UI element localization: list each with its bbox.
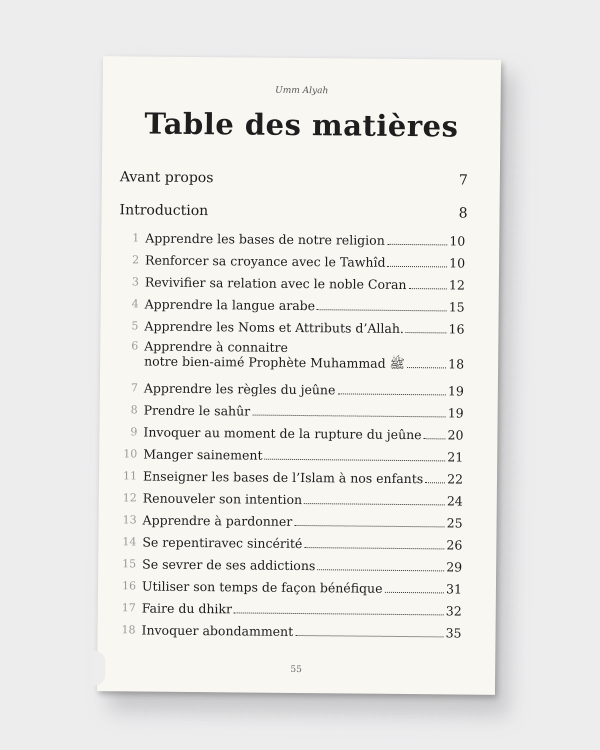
toc-item-number: 16 <box>121 579 137 593</box>
toc-item <box>118 380 464 398</box>
toc-item-label: Utiliser son temps de façon bénéfique <box>141 578 383 596</box>
toc-item <box>117 490 463 508</box>
toc-item-number: 3 <box>131 275 139 289</box>
leader-dots <box>387 266 447 268</box>
leader-dots <box>408 288 446 289</box>
toc-entry-introduction <box>120 203 468 221</box>
toc-item <box>117 468 463 486</box>
toc-item-label: Se repentiravec sincérité <box>142 534 303 552</box>
toc-item-number: 8 <box>130 403 138 417</box>
leader-dots <box>234 612 444 615</box>
toc-item-label: Faire du dhikr <box>141 600 233 617</box>
toc-item-number: 12 <box>122 491 137 505</box>
leader-dots <box>304 503 445 505</box>
toc-item-number: 11 <box>122 469 138 483</box>
toc-item <box>116 578 462 596</box>
toc-item-page: 10 <box>449 255 466 271</box>
toc-item-page: 31 <box>445 581 463 597</box>
toc-item-number: 5 <box>131 319 139 333</box>
toc-item-number: 10 <box>123 447 138 461</box>
toc-item-label: Renforcer sa croyance avec le Tawhîd <box>145 252 386 270</box>
toc-entry-avant-propos <box>120 170 468 188</box>
toc-item-page: 10 <box>449 233 466 249</box>
toc-item-page: 16 <box>448 321 465 337</box>
toc-entry-label: Avant propos <box>119 169 214 187</box>
toc-item-page: 29 <box>446 559 463 575</box>
toc-item-label: Se sevrer de ses addictions <box>142 556 316 574</box>
toc-item-page: 12 <box>448 277 465 293</box>
toc-item <box>116 534 462 552</box>
running-header: Umm Alyah <box>275 85 329 97</box>
toc-item-label-line2: notre bien-aimé Prophète Muhammad ﷺ <box>144 353 405 372</box>
page-title: Table des matières <box>144 106 459 144</box>
toc-item-page: 21 <box>447 449 464 465</box>
leader-dots <box>387 244 448 246</box>
leader-dots <box>337 393 446 395</box>
leader-dots <box>252 415 446 418</box>
toc-item-label: Manger sainement <box>143 446 263 463</box>
toc-item-label: Apprendre à connaitre <box>144 338 289 355</box>
toc-item-label: Apprendre les règles du jeûne <box>143 380 336 398</box>
leader-dots <box>294 525 444 527</box>
toc-item <box>119 230 465 248</box>
toc-item <box>119 274 465 292</box>
toc-item-page: 19 <box>447 405 464 421</box>
toc-item-label: Invoquer au moment de la rupture du jeûne <box>143 424 422 443</box>
toc-item-label: Apprendre à pardonner <box>142 512 293 529</box>
leader-dots <box>304 547 444 549</box>
toc-item <box>117 424 463 442</box>
toc-item-label: Renouveler son intention <box>142 490 303 508</box>
toc-item-number: 7 <box>130 381 138 395</box>
toc-item-number: 4 <box>131 297 139 311</box>
toc-item-number: 1 <box>132 231 140 245</box>
toc-item <box>116 556 462 574</box>
toc-item-label: Apprendre les bases de notre religion <box>145 230 385 248</box>
toc-item-label: Revivifier sa relation avec le noble Coran <box>144 274 407 293</box>
toc-item-page: 25 <box>446 515 463 531</box>
leader-dots <box>424 438 446 439</box>
toc-item-number: 9 <box>130 425 138 439</box>
toc-item-number: 15 <box>122 557 137 571</box>
toc-item-page: 19 <box>447 383 464 399</box>
leader-dots <box>384 592 444 594</box>
book-page <box>97 56 501 695</box>
leader-dots <box>295 635 443 637</box>
toc-item-number: 14 <box>122 535 137 549</box>
toc-item-page: 26 <box>446 537 463 553</box>
toc-item-page: 32 <box>445 603 462 619</box>
toc-entry-page: 7 <box>458 172 468 189</box>
toc-item-page: 20 <box>447 427 464 443</box>
toc-item-page: 18 <box>448 356 465 372</box>
toc-item <box>118 318 464 336</box>
toc-item-label: Enseigner les bases de l’Islam à nos enfants <box>142 468 424 487</box>
toc-item-label-block <box>144 339 405 372</box>
toc-item-number: 18 <box>121 623 136 637</box>
toc-item-page: 15 <box>448 299 465 315</box>
leader-dots <box>407 367 446 368</box>
toc-item-number: 13 <box>122 513 137 527</box>
toc-item-page: 35 <box>445 625 462 641</box>
toc-item <box>117 512 463 530</box>
toc-item-page: 22 <box>447 471 464 487</box>
toc-item <box>117 446 463 464</box>
toc-item-page: 24 <box>446 493 463 509</box>
toc-item <box>118 402 464 420</box>
toc-item <box>119 296 465 314</box>
toc-item-number: 6 <box>131 339 139 353</box>
leader-dots <box>425 482 445 483</box>
leader-dots <box>317 569 444 571</box>
toc-item-label: Invoquer abondamment <box>141 622 294 639</box>
toc-item-number: 17 <box>121 601 136 615</box>
toc-item-number: 2 <box>132 253 140 267</box>
toc-item-label: Apprendre la langue arabe <box>144 296 316 314</box>
toc-item-label: Apprendre les Noms et Attributs d’Allah. <box>144 318 404 337</box>
leader-dots <box>317 309 447 311</box>
toc-item <box>118 338 464 371</box>
page-number: 55 <box>290 664 302 676</box>
toc-item-label: Prendre le sahûr <box>143 402 251 419</box>
toc-entry-label: Introduction <box>119 202 209 220</box>
toc-item <box>116 600 462 618</box>
leader-dots <box>264 459 445 462</box>
toc-item <box>115 622 461 640</box>
leader-dots <box>406 332 447 333</box>
toc-entry-page: 8 <box>458 205 468 222</box>
toc-item <box>119 252 465 270</box>
